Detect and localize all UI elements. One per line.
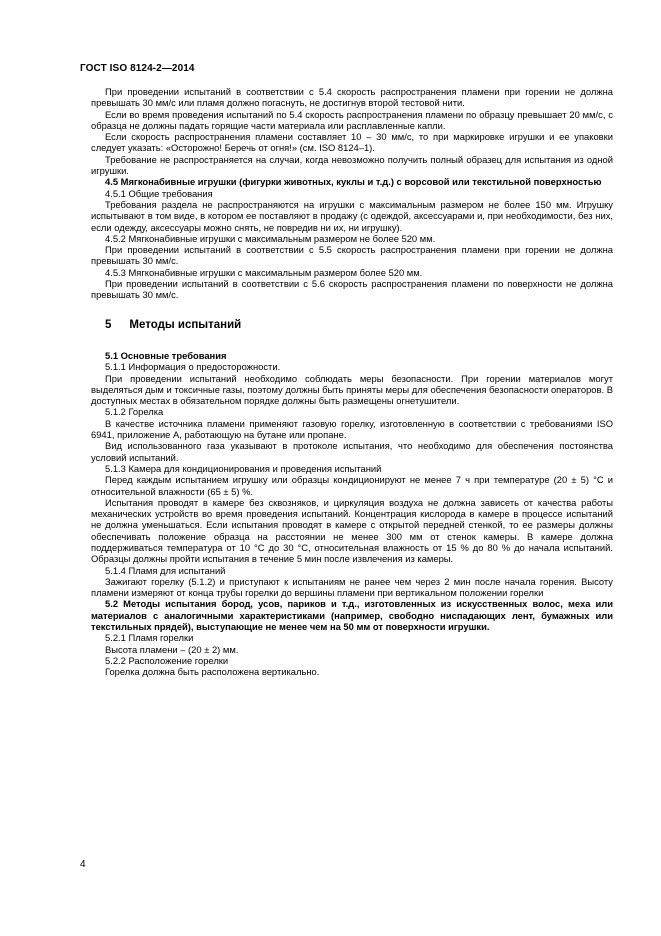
paragraph: Вид использованного газа указывают в протоколе испытания, что необходимо для обеспечения постоянства условий испытаний. — [91, 440, 613, 463]
section-heading — [91, 320, 613, 331]
paragraph: Высота пламени – (20 ± 2) мм. — [105, 643, 239, 655]
document-header: ГОСТ ISO 8124-2—2014 — [80, 63, 195, 74]
paragraph: Испытания проводят в камере без сквозняков, и циркуляция воздуха не должна зависеть от качества работы механических устройств во время проведения испытаний. Концентрация кислорода в камере в процессе испытаний не должна уменьшаться. Если испытания проводят в камере с открытой передней стенкой, то ее размеры должны обеспечивать положение образца на расстоянии не менее 300 мм от стенок камеры. В камере должна поддерживаться температура от 10 °C до 30 °C, относительная влажность от 15 % до 80 % до начала испытаний. Образцы должны пройти испытания в течение 5 мин после извлечения из камеры. — [91, 496, 613, 565]
document-body — [91, 86, 613, 678]
paragraph: 5.2 Методы испытания бород, усов, париков и т.д., изготовленных из искусственных волос, меха или материалов с аналогичными характеристиками (например, свободно ниспадающих лент, бумажных или текстильных прядей), выступающие не менее чем на 50 мм от поверхности игрушки. — [91, 598, 613, 633]
paragraph: Если скорость распространения пламени составляет 10 – 30 мм/с, то при маркировке игрушки и ее упаковки следует указать: «Осторожно! Беречь от огня!» (см. ISO 8124–1). — [91, 131, 613, 154]
paragraph: В качестве источника пламени применяют газовую горелку, изготовленную в соответствии с требованиями ISO 6941, приложение A, работающую на бутане или пропане. — [91, 417, 613, 441]
paragraph: При проведении испытаний в соответствии с 5.4 скорость распространения пламени при горении не должна превышать 30 мм/с или пламя должно погаснуть, не достигнув второй тестовой нити. — [91, 86, 613, 109]
paragraph: 5.2.2 Расположение горелки — [105, 654, 229, 666]
paragraph: Горелка должна быть расположена вертикально. — [105, 666, 320, 678]
paragraph: Перед каждым испытанием игрушку или образцы кондиционируют не менее 7 ч при температуре (20 ± 5) °C и относительной влажности (65 ± 5) %. — [91, 474, 613, 497]
paragraph: 4.5.1 Общие требования — [105, 187, 213, 199]
paragraph: Если во время проведения испытаний по 5.4 скорость распространения пламени по образцу превышает 20 мм/с, с образца не должны падать горящие части материала или расплавленные капли. — [91, 108, 613, 131]
paragraph: 5.1.4 Пламя для испытаний — [105, 564, 226, 576]
paragraph: При проведении испытаний необходимо соблюдать меры безопасности. При горении материалов могут выделяться дым и токсичные газы, поэтому должны быть приняты меры для обеспечения безопасности операторов. В доступных местах в обязательном порядке должны быть размещены огнетушители. — [91, 372, 613, 407]
paragraph: 4.5.3 Мягконабивные игрушки с максимальным размером более 520 мм. — [105, 266, 423, 278]
section-number: 5 — [105, 318, 112, 331]
paragraph: 5.2.1 Пламя горелки — [105, 632, 194, 644]
paragraph: Требования раздела не распространяются на игрушки с максимальным размером не более 150 мм. Игрушку испытывают в том виде, в котором ее поставляют в продажу (с одеждой, аксессуарами и, при необходимости, без них, если одежду, аксессуары можно снять, не повредив ни их, ни игрушку). — [91, 198, 613, 233]
paragraph: При проведении испытаний в соответствии с 5.5 скорость распространения пламени при горении не должна превышать 30 мм/с. — [91, 244, 613, 267]
paragraph: Требование не распространяется на случаи, когда невозможно получить полный образец для испытания из одной игрушки. — [91, 153, 613, 177]
paragraph: 4.5.2 Мягконабивные игрушки с максимальным размером не более 520 мм. — [105, 232, 436, 244]
section-title: Методы испытаний — [129, 318, 242, 331]
paragraph: 4.5 Мягконабивные игрушки (фигурки животных, куклы и т.д.) с ворсовой или текстильной поверхностью — [105, 176, 602, 188]
paragraph: 5.1.3 Камера для кондиционирования и проведения испытаний — [105, 462, 382, 474]
paragraph: Зажигают горелку (5.1.2) и приступают к испытаниям не ранее чем через 2 мин после начала горения. Высоту пламени измеряют от конца трубы горелки до вершины пламени при вертикальном положении горелки — [91, 575, 613, 599]
paragraph: 5.1.1 Информация о предосторожности. — [105, 361, 281, 373]
section-5-text — [91, 350, 613, 678]
paragraph: При проведении испытаний в соответствии с 5.6 скорость распространения пламени по поверхности не должна превышать 30 мм/с. — [91, 278, 613, 301]
section-4-text — [91, 86, 613, 301]
paragraph: 5.1 Основные требования — [105, 349, 227, 361]
page-number: 4 — [80, 859, 86, 870]
paragraph: 5.1.2 Горелка — [105, 406, 164, 418]
